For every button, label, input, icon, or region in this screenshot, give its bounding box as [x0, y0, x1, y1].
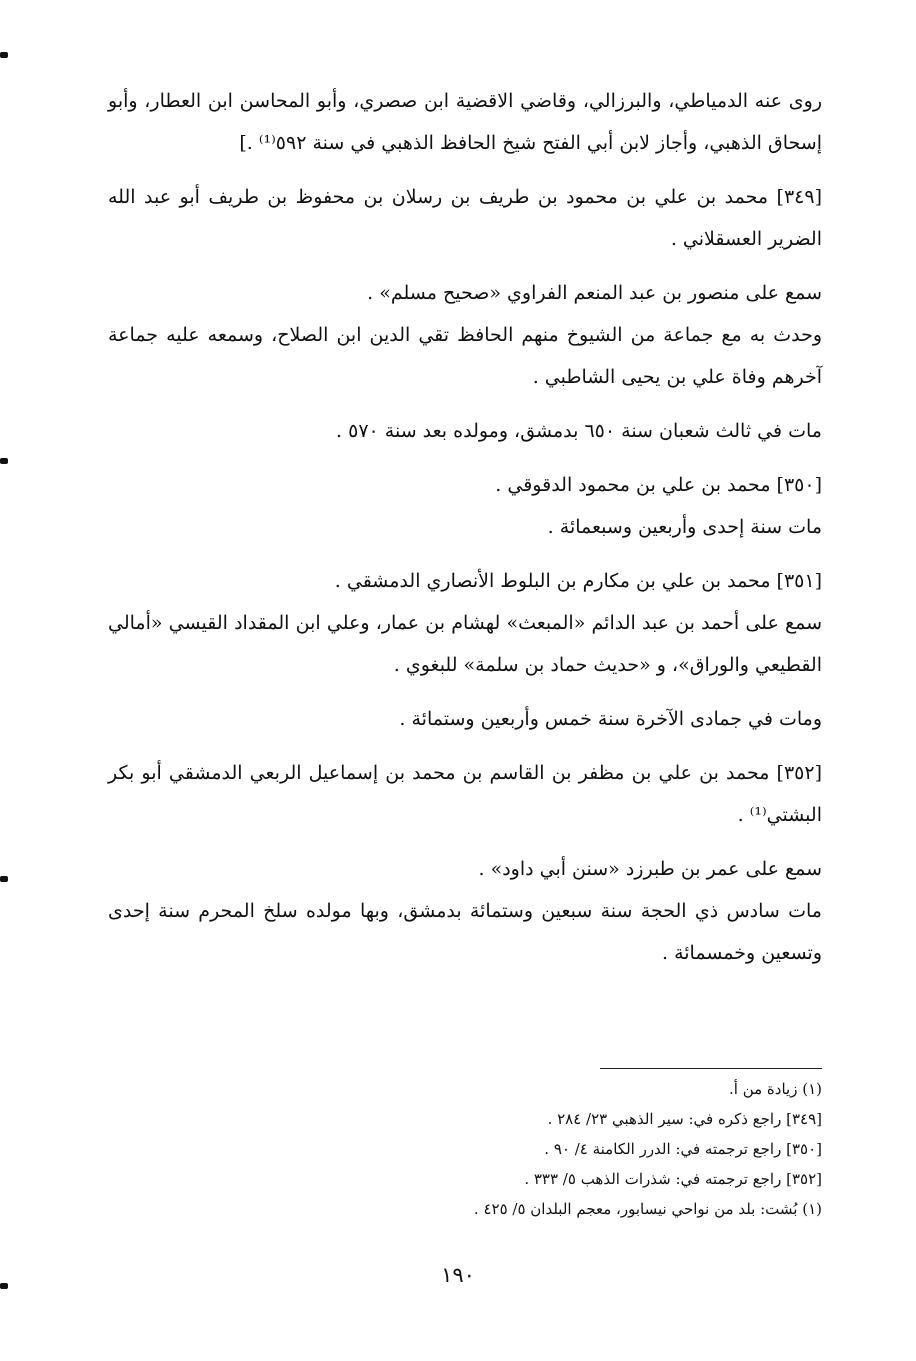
footnote: (١) زيادة من أ. — [729, 1080, 822, 1098]
page-number: ١٩٠ — [441, 1263, 475, 1287]
footnote: (١) بُشت: بلد من نواحي نيسابور، معجم البلدان ٥/ ٤٢٥ . — [473, 1200, 822, 1218]
entry-heading-350: [٣٥٠] محمد بن علي بن محمود الدقوقي . — [495, 474, 822, 496]
footnote: [٣٥٢] راجع ترجمته في: شذرات الذهب ٥/ ٣٣٣ . — [524, 1170, 822, 1188]
entry-heading-351: [٣٥١] محمد بن علي بن مكارم بن البلوط الأنصاري الدمشقي . — [334, 570, 822, 592]
entry-heading-352: [٣٥٢] محمد بن علي بن مظفر بن القاسم بن محمد بن إسماعيل الربعي الدمشقي أبو بكر البشتي⁽¹⁾ . — [108, 762, 822, 826]
entry-heading-349: [٣٤٩] محمد بن علي بن محمود بن طريف بن رسلان بن محفوظ بن طريف أبو عبد الله الضرير العسقلاني . — [108, 186, 822, 250]
footnotes — [108, 1074, 822, 1224]
binding-mark — [0, 52, 8, 58]
footnote: [٣٥٠] راجع ترجمته في: الدرر الكامنة ٤/ ٩٠ . — [544, 1140, 822, 1158]
paragraph: ومات في جمادى الآخرة سنة خمس وأربعين وستمائة . — [399, 708, 822, 730]
binding-mark — [0, 1283, 8, 1289]
main-text — [108, 80, 822, 974]
paragraph: سمع على أحمد بن عبد الدائم «المبعث» لهشام بن عمار، وعلي ابن المقداد القيسي «أمالي القطيعي والوراق»، و «حديث حماد بن سلمة» للبغوي . — [108, 612, 822, 676]
paragraph: روى عنه الدمياطي، والبرزالي، وقاضي الاقضية ابن صصري، وأبو المحاسن ابن العطار، وأبو إسحاق الذهبي، وأجاز لابن أبي الفتح شيخ الحافظ الذهبي في سنة ٥٩٢⁽¹⁾ .] — [108, 90, 822, 154]
binding-mark — [0, 458, 8, 464]
binding-mark — [0, 876, 8, 882]
paragraph: وحدث به مع جماعة من الشيوخ منهم الحافظ تقي الدين ابن الصلاح، وسمعه عليه جماعة آخرهم وفاة علي بن يحيى الشاطبي . — [108, 324, 822, 388]
paragraph: سمع على عمر بن طبرزد «سنن أبي داود» . — [478, 858, 822, 880]
paragraph: سمع على منصور بن عبد المنعم الفراوي «صحيح مسلم» . — [367, 282, 822, 304]
footnote-separator — [600, 1068, 822, 1069]
paragraph: مات سادس ذي الحجة سنة سبعين وستمائة بدمشق، وبها مولده سلخ المحرم سنة إحدى وتسعين وخمسمائة . — [108, 900, 822, 964]
paragraph: مات سنة إحدى وأربعين وسبعمائة . — [547, 516, 822, 538]
paragraph: مات في ثالث شعبان سنة ٦٥٠ بدمشق، ومولده بعد سنة ٥٧٠ . — [336, 420, 822, 442]
footnote: [٣٤٩] راجع ذكره في: سير الذهبي ٢٣/ ٢٨٤ . — [547, 1110, 822, 1128]
